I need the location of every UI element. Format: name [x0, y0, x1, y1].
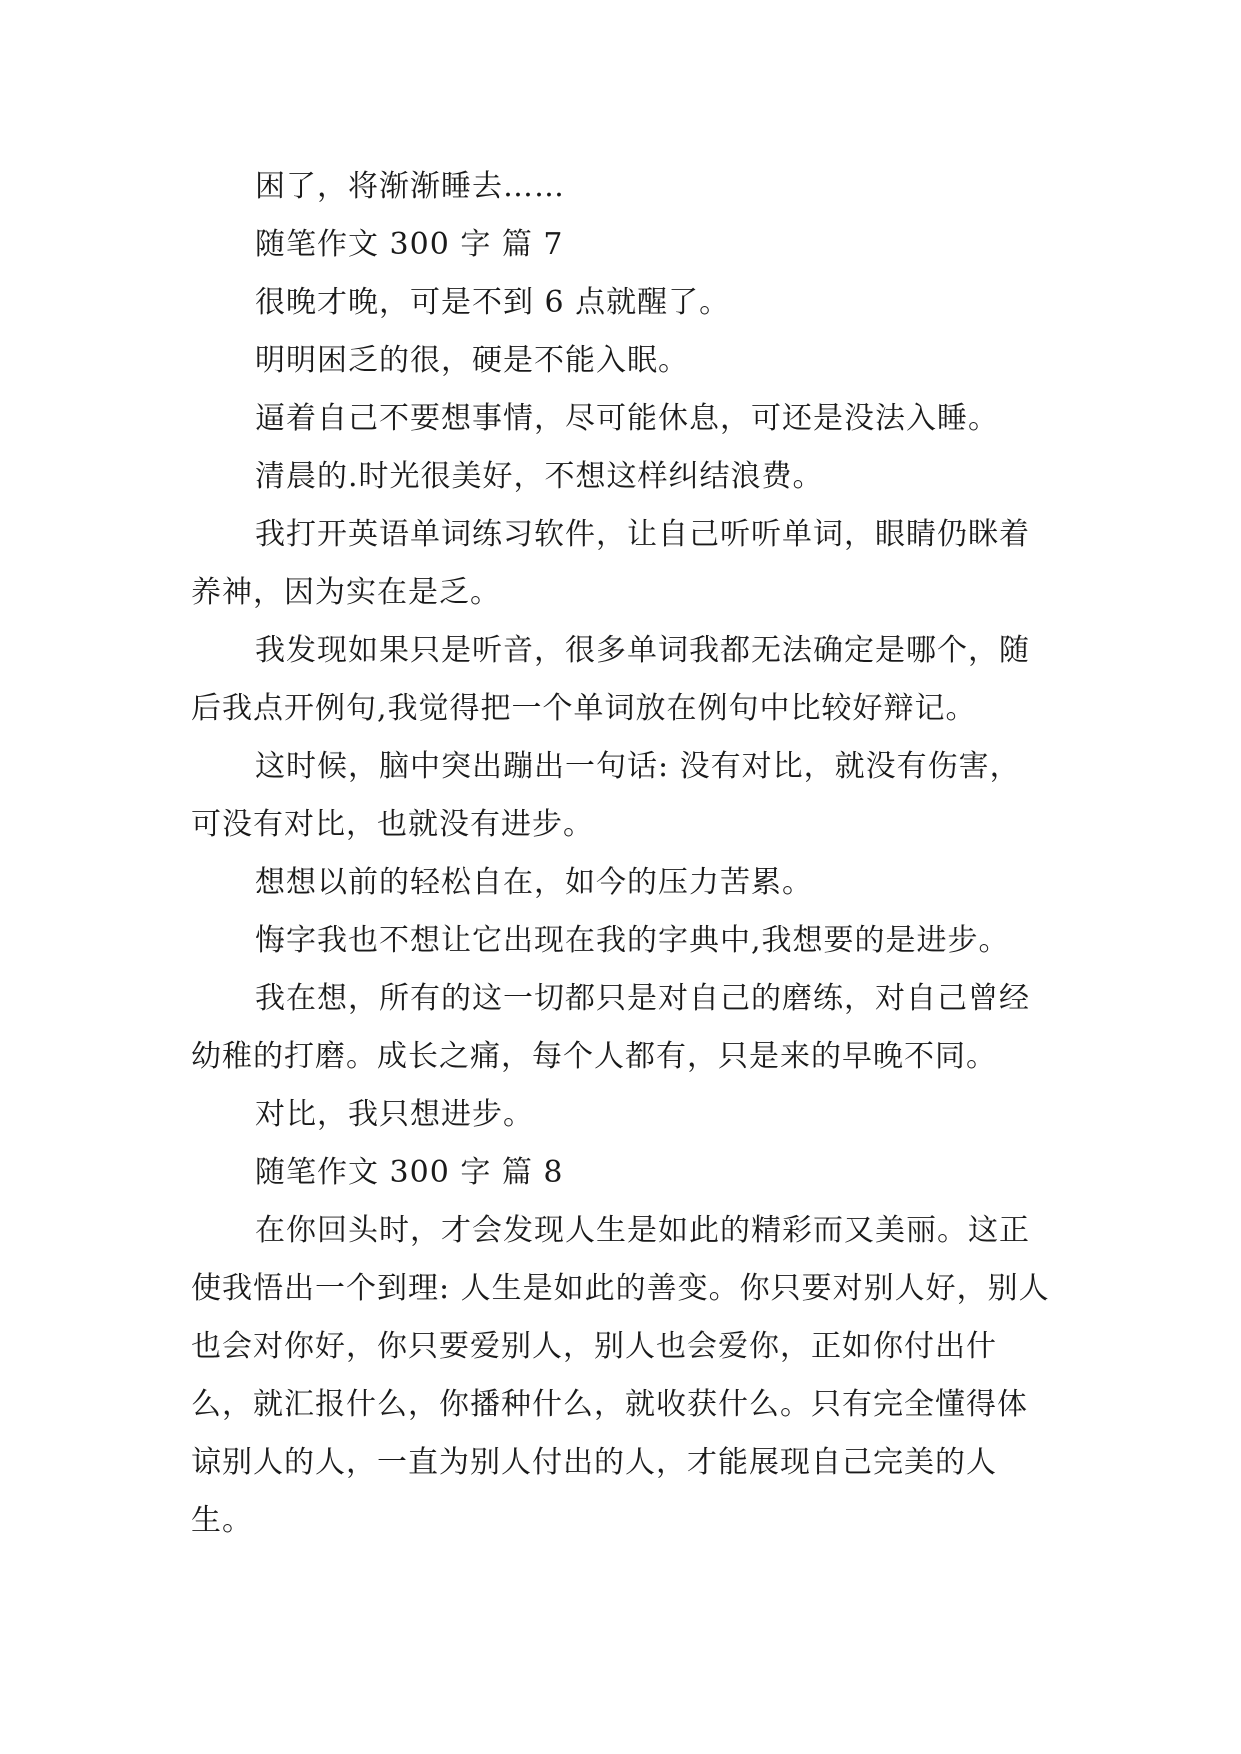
paragraph: 我在想，所有的这一切都只是对自己的磨练，对自己曾经幼稚的打磨。成长之痛，每个人都有，只是来的早晚不同。 — [191, 981, 1030, 1074]
paragraph: 在你回头时，才会发现人生是如此的精彩而又美丽。这正使我悟出一个到理: 人生是如此的善变。你只要对别人好，别人也会对你好，你只要爱别人，别人也会爱你，正如你付出什么，就汇报什么，你播种什么，就收获什么。只有完全懂得体谅别人的人，一直为别人付出的人，才能展现自己完美的人生。 — [191, 1213, 1050, 1538]
paragraph: 想想以前的轻松自在，如今的压力苦累。 — [255, 865, 813, 900]
paragraph: 我打开英语单词练习软件，让自己听听单词，眼睛仍眯着养神，因为实在是乏。 — [191, 517, 1030, 610]
section-heading: 随笔作文 300 字 篇 7 — [255, 227, 564, 262]
paragraph: 悔字我也不想让它出现在我的字典中,我想要的是进步。 — [255, 923, 1010, 958]
paragraph: 清晨的.时光很美好，不想这样纠结浪费。 — [255, 459, 824, 494]
paragraph: 对比，我只想进步。 — [255, 1097, 534, 1132]
paragraph: 明明困乏的很，硬是不能入眠。 — [255, 343, 689, 378]
paragraph: 这时候，脑中突出蹦出一句话: 没有对比，就没有伤害，可没有对比，也就没有进步。 — [191, 749, 1021, 842]
paragraph: 困了，将渐渐睡去…… — [255, 169, 565, 204]
paragraph: 我发现如果只是听音，很多单词我都无法确定是哪个，随后我点开例句,我觉得把一个单词放在例句中比较好辩记。 — [191, 633, 1030, 726]
section-heading: 随笔作文 300 字 篇 8 — [255, 1155, 564, 1190]
paragraph: 逼着自己不要想事情，尽可能休息，可还是没法入睡。 — [255, 401, 999, 436]
paragraph: 很晚才晚，可是不到 6 点就醒了。 — [255, 285, 731, 320]
document-body — [191, 158, 1051, 1550]
